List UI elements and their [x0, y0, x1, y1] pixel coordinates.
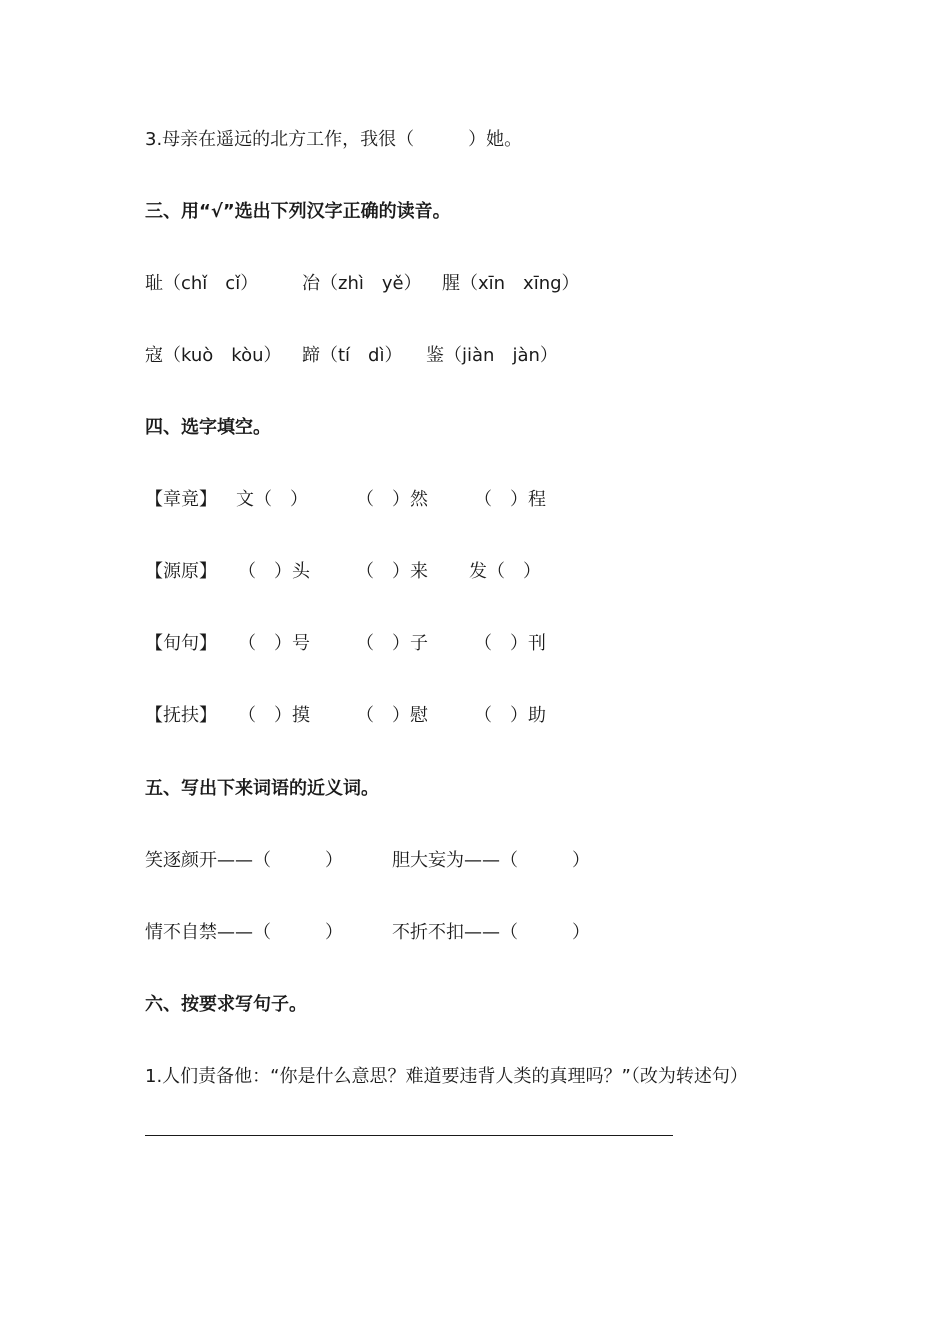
- answer-line: [145, 1135, 673, 1136]
- fill-blank-item: （ ）摸: [238, 705, 310, 726]
- fill-blank-item: 文（ ）: [236, 489, 308, 510]
- pinyin-item: 鉴（jiàn jàn）: [426, 345, 558, 366]
- fill-blank-item: （ ）助: [474, 705, 546, 726]
- fill-blank-item: 发（ ）: [469, 561, 541, 582]
- pinyin-item: 腥（xīn xīng）: [442, 273, 580, 294]
- synonym-item: 不折不扣——（ ）: [392, 922, 590, 943]
- fill-blank-item: （ ）然: [356, 489, 428, 510]
- fill-blank-item: （ ）刊: [474, 633, 546, 654]
- pinyin-item: 冶（zhì yě）: [302, 273, 422, 294]
- char-group-label: 【源原】: [145, 561, 217, 582]
- fill-blank-item: （ ）程: [474, 489, 546, 510]
- synonym-item: 笑逐颜开——（ ）: [145, 850, 343, 871]
- pinyin-item: 耻（chǐ cǐ）: [145, 273, 259, 294]
- pinyin-item: 寇（kuò kòu）: [145, 345, 282, 366]
- char-group-label: 【抚扶】: [145, 705, 217, 726]
- section-5-title: 五、写出下来词语的近义词。: [145, 778, 379, 799]
- char-group-label: 【章竟】: [145, 489, 217, 510]
- fill-blank-item: （ ）头: [238, 561, 310, 582]
- fill-blank-item: （ ）来: [356, 561, 428, 582]
- pinyin-item: 蹄（tí dì）: [302, 345, 403, 366]
- char-group-label: 【旬句】: [145, 633, 217, 654]
- fill-blank-item: （ ）慰: [356, 705, 428, 726]
- section-3-title: 三、用“√”选出下列汉字正确的读音。: [145, 201, 451, 222]
- section-6-title: 六、按要求写句子。: [145, 994, 307, 1015]
- synonym-item: 胆大妄为——（ ）: [392, 850, 590, 871]
- question-3-sentence: 3.母亲在遥远的北方工作，我很（ ）她。: [145, 129, 523, 150]
- fill-blank-item: （ ）号: [238, 633, 310, 654]
- fill-blank-item: （ ）子: [356, 633, 428, 654]
- synonym-item: 情不自禁——（ ）: [145, 922, 343, 943]
- question-1-sentence: 1.人们责备他：“你是什么意思？难道要违背人类的真理吗？”（改为转述句）: [145, 1066, 748, 1087]
- section-4-title: 四、选字填空。: [145, 417, 271, 438]
